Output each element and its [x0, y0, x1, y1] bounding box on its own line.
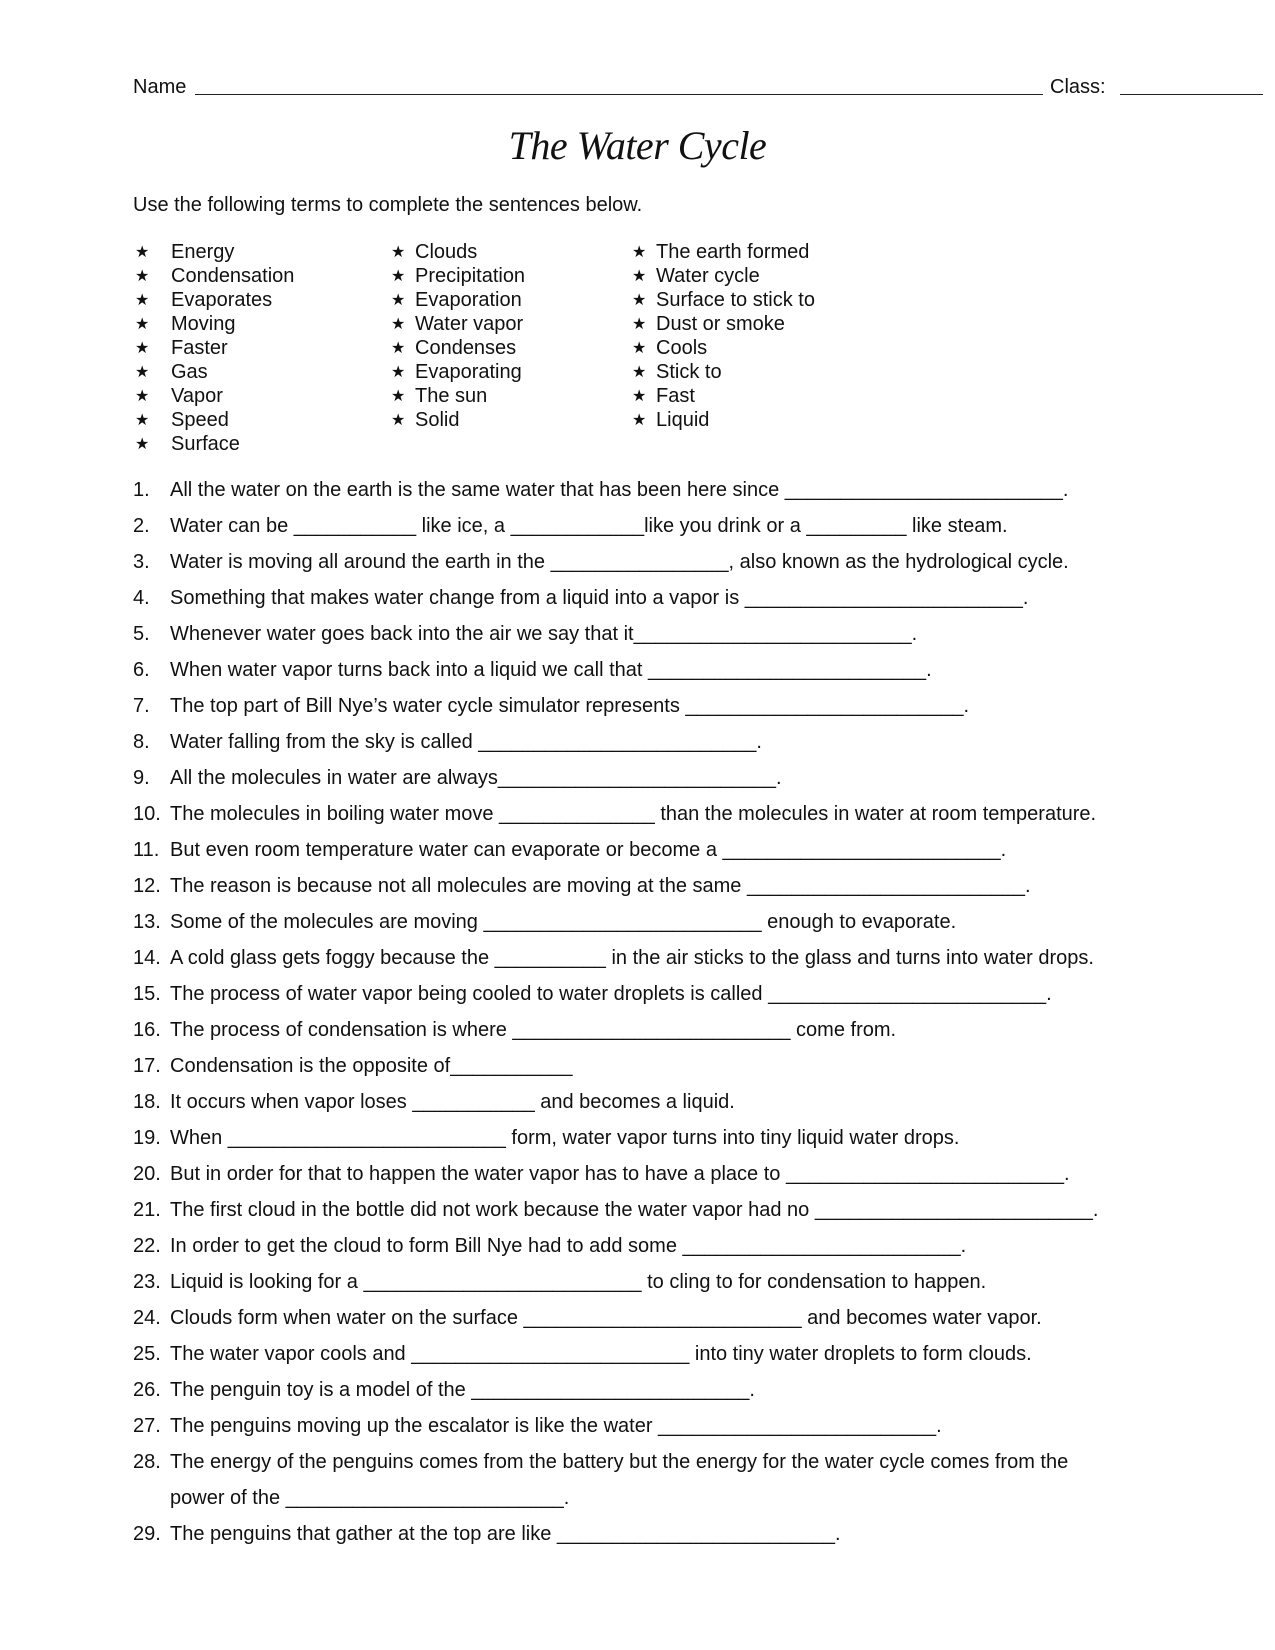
- question-item: [133, 1372, 1133, 1408]
- question-number: 24.: [133, 1307, 161, 1329]
- question-text: The first cloud in the bottle did not work because the water vapor had no _________________________.: [170, 1199, 1099, 1221]
- star-icon: ★: [391, 362, 406, 381]
- question-text: In order to get the cloud to form Bill Nye had to add some _________________________.: [170, 1235, 967, 1257]
- question-text: But even room temperature water can evaporate or become a _________________________.: [170, 839, 1007, 861]
- star-icon: ★: [632, 386, 647, 405]
- question-number: 17.: [133, 1055, 161, 1077]
- question-number: 11.: [133, 839, 160, 861]
- question-number: 25.: [133, 1343, 161, 1365]
- question-item: [133, 724, 1133, 760]
- star-icon: ★: [135, 314, 150, 333]
- question-text: Water can be ___________ like ice, a ____________like you drink or a _________ like steam.: [170, 515, 1008, 537]
- star-icon: ★: [391, 338, 406, 357]
- question-text: The top part of Bill Nye’s water cycle simulator represents _________________________.: [170, 695, 970, 717]
- question-item: [133, 832, 1133, 868]
- question-number: 12.: [133, 875, 161, 897]
- term-label: Surface to stick to: [656, 289, 815, 311]
- question-text: It occurs when vapor loses ___________ and becomes a liquid.: [170, 1091, 735, 1113]
- star-icon: ★: [632, 314, 647, 333]
- term-label: Water cycle: [656, 265, 760, 287]
- question-item: [133, 688, 1133, 724]
- star-icon: ★: [632, 362, 647, 381]
- star-icon: ★: [632, 266, 647, 285]
- question-text: The molecules in boiling water move ______________ than the molecules in water at room temperature.: [170, 803, 1097, 825]
- star-icon: ★: [135, 362, 150, 381]
- question-number: 28.: [133, 1451, 161, 1473]
- question-item: [133, 976, 1133, 1012]
- question-item: [133, 1048, 1133, 1084]
- question-number: 27.: [133, 1415, 161, 1437]
- question-number: 14.: [133, 947, 161, 969]
- question-number: 10.: [133, 803, 161, 825]
- question-text: Water is moving all around the earth in the ________________, also known as the hydrological cycle.: [170, 551, 1069, 573]
- question-number: 22.: [133, 1235, 161, 1257]
- star-icon: ★: [632, 290, 647, 309]
- question-number: 2.: [133, 515, 150, 537]
- term-label: Evaporating: [415, 361, 522, 383]
- name-label: Name: [133, 76, 187, 98]
- question-number: 9.: [133, 767, 150, 789]
- class-label: Class:: [1050, 76, 1106, 98]
- term-label: Fast: [656, 385, 695, 407]
- term-label: Energy: [171, 241, 235, 263]
- header-row: [133, 72, 1128, 102]
- question-item: [133, 868, 1133, 904]
- question-item: [133, 580, 1133, 616]
- question-text: Clouds form when water on the surface _________________________ and becomes water vapor.: [170, 1307, 1042, 1329]
- term-label: Evaporates: [171, 289, 273, 311]
- question-item: [133, 760, 1133, 796]
- term-label: Condenses: [415, 337, 517, 359]
- question-item: [133, 1012, 1133, 1048]
- term-label: Stick to: [656, 361, 722, 383]
- star-icon: ★: [632, 410, 647, 429]
- question-item: [133, 508, 1133, 544]
- question-text: The penguins moving up the escalator is like the water _________________________.: [170, 1415, 942, 1437]
- question-item: [133, 1444, 1133, 1516]
- question-text: The penguins that gather at the top are like _________________________.: [170, 1523, 841, 1545]
- question-item: [133, 1084, 1133, 1120]
- question-number: 19.: [133, 1127, 161, 1149]
- question-item: [133, 1192, 1133, 1228]
- question-text: All the water on the earth is the same water that has been here since _________________________.: [170, 479, 1069, 501]
- question-number: 29.: [133, 1523, 161, 1545]
- question-number: 26.: [133, 1379, 161, 1401]
- question-number: 16.: [133, 1019, 161, 1041]
- term-label: Vapor: [171, 385, 223, 407]
- term-label: Clouds: [415, 241, 478, 263]
- question-number: 7.: [133, 695, 150, 717]
- question-text: Water falling from the sky is called _________________________.: [170, 731, 762, 753]
- star-icon: ★: [135, 338, 150, 357]
- star-icon: ★: [135, 386, 150, 405]
- question-number: 20.: [133, 1163, 161, 1185]
- question-text: The penguin toy is a model of the _________________________.: [170, 1379, 755, 1401]
- star-icon: ★: [391, 290, 406, 309]
- star-icon: ★: [391, 242, 406, 261]
- star-icon: ★: [391, 410, 406, 429]
- term-label: Gas: [171, 361, 208, 383]
- question-number: 8.: [133, 731, 150, 753]
- term-label: Liquid: [656, 409, 710, 431]
- name-blank-line: [195, 94, 1043, 95]
- question-item: [133, 472, 1133, 508]
- term-label: Condensation: [171, 265, 295, 287]
- question-text: When water vapor turns back into a liquid we call that _________________________.: [170, 659, 932, 681]
- term-label: Water vapor: [415, 313, 524, 335]
- term-label: Faster: [171, 337, 228, 359]
- star-icon: ★: [135, 290, 150, 309]
- question-text: Liquid is looking for a _________________________ to cling to for condensation to happen.: [170, 1271, 987, 1293]
- star-icon: ★: [391, 386, 406, 405]
- question-text: Something that makes water change from a liquid into a vapor is _________________________.: [170, 587, 1029, 609]
- question-text: The energy of the penguins comes from the battery but the energy for the water cycle comes from the power of the _________________________.: [170, 1451, 1069, 1509]
- question-text: The water vapor cools and _________________________ into tiny water droplets to form clouds.: [170, 1343, 1032, 1365]
- question-text: All the molecules in water are always_________________________.: [170, 767, 782, 789]
- star-icon: ★: [135, 410, 150, 429]
- question-number: 23.: [133, 1271, 161, 1293]
- question-number: 1.: [133, 479, 150, 501]
- term-label: Dust or smoke: [656, 313, 785, 335]
- star-icon: ★: [135, 266, 150, 285]
- question-item: [133, 544, 1133, 580]
- questions-list: [133, 472, 1133, 1552]
- star-icon: ★: [135, 434, 150, 453]
- star-icon: ★: [632, 338, 647, 357]
- question-text: Some of the molecules are moving _________________________ enough to evaporate.: [170, 911, 957, 933]
- star-icon: ★: [135, 242, 150, 261]
- question-item: [133, 1120, 1133, 1156]
- question-item: [133, 904, 1133, 940]
- question-item: [133, 616, 1133, 652]
- question-number: 13.: [133, 911, 161, 933]
- term-label: Speed: [171, 409, 229, 431]
- question-number: 6.: [133, 659, 150, 681]
- question-text: When _________________________ form, water vapor turns into tiny liquid water drops.: [170, 1127, 960, 1149]
- question-number: 5.: [133, 623, 150, 645]
- term-label: Moving: [171, 313, 236, 335]
- star-icon: ★: [391, 314, 406, 333]
- question-number: 15.: [133, 983, 161, 1005]
- question-item: [133, 652, 1133, 688]
- question-item: [133, 1516, 1133, 1552]
- term-label: Surface: [171, 433, 240, 455]
- term-label: Evaporation: [415, 289, 522, 311]
- class-blank-line: [1120, 94, 1263, 95]
- question-text: A cold glass gets foggy because the __________ in the air sticks to the glass and turns into water drops.: [170, 947, 1094, 969]
- question-text: Condensation is the opposite of___________: [170, 1055, 573, 1077]
- question-item: [133, 940, 1133, 976]
- question-text: Whenever water goes back into the air we say that it_________________________.: [170, 623, 918, 645]
- star-icon: ★: [632, 242, 647, 261]
- question-text: The process of condensation is where _________________________ come from.: [170, 1019, 897, 1041]
- question-item: [133, 1228, 1133, 1264]
- question-item: [133, 796, 1133, 832]
- question-number: 21.: [133, 1199, 161, 1221]
- star-icon: ★: [391, 266, 406, 285]
- term-label: Cools: [656, 337, 708, 359]
- question-item: [133, 1300, 1133, 1336]
- question-number: 4.: [133, 587, 150, 609]
- question-text: The reason is because not all molecules are moving at the same _________________________.: [170, 875, 1031, 897]
- question-number: 3.: [133, 551, 150, 573]
- question-item: [133, 1336, 1133, 1372]
- page-title: The Water Cycle: [508, 123, 767, 168]
- question-item: [133, 1156, 1133, 1192]
- term-label: Solid: [415, 409, 460, 431]
- question-item: [133, 1408, 1133, 1444]
- question-text: But in order for that to happen the water vapor has to have a place to _________________________.: [170, 1163, 1070, 1185]
- question-number: 18.: [133, 1091, 161, 1113]
- term-label: The sun: [415, 385, 488, 407]
- question-item: [133, 1264, 1133, 1300]
- term-label: The earth formed: [656, 241, 810, 263]
- term-label: Precipitation: [415, 265, 526, 287]
- instructions: Use the following terms to complete the sentences below.: [133, 194, 643, 216]
- question-text: The process of water vapor being cooled to water droplets is called _________________________.: [170, 983, 1052, 1005]
